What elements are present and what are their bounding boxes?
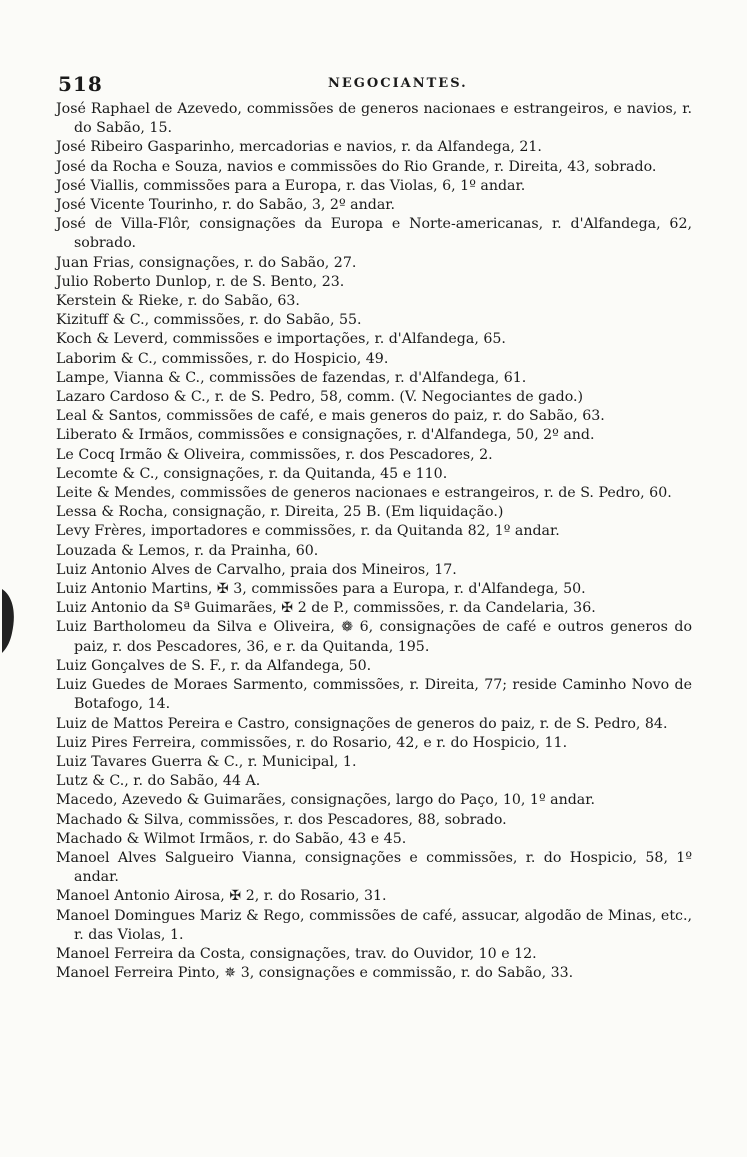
directory-entry: Leite & Mendes, commissões de generos nacionaes e estrangeiros, r. de S. Pedro, 60. bbox=[56, 485, 672, 502]
directory-entry: Levy Frères, importadores e commissões, r. da Quitanda 82, 1º andar. bbox=[56, 523, 560, 540]
directory-entry: Macedo, Azevedo & Guimarães, consignações, largo do Paço, 10, 1º andar. bbox=[56, 792, 595, 809]
directory-entry: Machado & Silva, commissões, r. dos Pescadores, 88, sobrado. bbox=[56, 811, 507, 828]
directory-entry: Leal & Santos, commissões de café, e mais generos do paiz, r. do Sabão, 63. bbox=[56, 408, 605, 425]
directory-entry: Le Cocq Irmão & Oliveira, commissões, r. dos Pescadores, 2. bbox=[56, 446, 493, 463]
directory-entry: Manoel Ferreira da Costa, consignações, trav. do Ouvidor, 10 e 12. bbox=[56, 945, 537, 962]
binding-shadow-mark bbox=[0, 585, 22, 655]
directory-entry: Luiz Antonio Alves de Carvalho, praia dos Mineiros, 17. bbox=[56, 561, 457, 578]
section-title: NEGOCIANTES. bbox=[328, 76, 468, 91]
directory-entry: Luiz de Mattos Pereira e Castro, consignações de generos do paiz, r. de S. Pedro, 84. bbox=[56, 715, 668, 732]
directory-entry: Manoel Alves Salgueiro Vianna, consignações e commissões, r. do Hospicio, 58, 1º andar. bbox=[56, 849, 692, 886]
directory-entry: José de Villa-Flôr, consignações da Europa e Norte-americanas, r. d'Alfandega, 62, sobrado. bbox=[56, 216, 692, 252]
directory-entry: Lampe, Vianna & C., commissões de fazendas, r. d'Alfandega, 61. bbox=[56, 369, 527, 386]
directory-entry: Luiz Pires Ferreira, commissões, r. do Rosario, 42, e r. do Hospicio, 11. bbox=[56, 734, 568, 751]
directory-entry: Kerstein & Rieke, r. do Sabão, 63. bbox=[56, 293, 300, 310]
page-number: 518 bbox=[58, 72, 103, 96]
directory-entry: Machado & Wilmot Irmãos, r. do Sabão, 43 e 45. bbox=[56, 830, 407, 847]
directory-entry: Juan Frias, consignações, r. do Sabão, 27. bbox=[56, 254, 357, 271]
directory-entry: José Viallis, commissões para a Europa, r. das Violas, 6, 1º andar. bbox=[56, 177, 526, 194]
directory-entry: Laborim & C., commissões, r. do Hospicio, 49. bbox=[56, 350, 389, 367]
directory-entry: Luiz Bartholomeu da Silva e Oliveira, ❁ 6, consignações de café e outros generos do paiz, r. dos Pescadores, 36, e r. da Quitanda, 195. bbox=[56, 619, 692, 655]
directory-entry: Luiz Gonçalves de S. F., r. da Alfandega, 50. bbox=[56, 657, 372, 674]
directory-entry: José Raphael de Azevedo, commissões de generos nacionaes e estrangeiros, e navios, r. do Sabão, 15. bbox=[56, 101, 692, 137]
page-header bbox=[58, 72, 678, 96]
directory-entry: Lazaro Cardoso & C., r. de S. Pedro, 58, comm. (V. Negociantes de gado.) bbox=[56, 389, 584, 406]
directory-entry: Manoel Antonio Airosa, ✠ 2, r. do Rosario, 31. bbox=[56, 888, 387, 905]
directory-entry: Kizituff & C., commissões, r. do Sabão, 55. bbox=[56, 312, 362, 329]
directory-entry: José Vicente Tourinho, r. do Sabão, 3, 2º andar. bbox=[56, 197, 396, 214]
entries-list bbox=[56, 100, 692, 983]
directory-entry: Manoel Ferreira Pinto, ✵ 3, consignações e commissão, r. do Sabão, 33. bbox=[56, 965, 574, 982]
directory-entry: Lutz & C., r. do Sabão, 44 A. bbox=[56, 773, 261, 790]
directory-entry: Lecomte & C., consignações, r. da Quitanda, 45 e 110. bbox=[56, 465, 448, 482]
directory-entry: Luiz Antonio da Sª Guimarães, ✠ 2 de P., commissões, r. da Candelaria, 36. bbox=[56, 600, 596, 617]
directory-entry: José da Rocha e Souza, navios e commissões do Rio Grande, r. Direita, 43, sobrado. bbox=[56, 158, 657, 175]
directory-entry: Lessa & Rocha, consignação, r. Direita, 25 B. (Em liquidação.) bbox=[56, 504, 504, 521]
directory-entry: Julio Roberto Dunlop, r. de S. Bento, 23. bbox=[56, 273, 345, 290]
directory-entry: Luiz Guedes de Moraes Sarmento, commissões, r. Direita, 77; reside Caminho Novo de Botafogo, 14. bbox=[56, 677, 692, 713]
directory-entry: Luiz Tavares Guerra & C., r. Municipal, 1. bbox=[56, 753, 357, 770]
directory-entry: José Ribeiro Gasparinho, mercadorias e navios, r. da Alfandega, 21. bbox=[56, 139, 542, 156]
directory-entry: Louzada & Lemos, r. da Prainha, 60. bbox=[56, 542, 319, 559]
directory-entry: Koch & Leverd, commissões e importações, r. d'Alfandega, 65. bbox=[56, 331, 506, 348]
directory-entry: Liberato & Irmãos, commissões e consignações, r. d'Alfandega, 50, 2º and. bbox=[56, 427, 595, 444]
directory-entry: Luiz Antonio Martins, ✠ 3, commissões para a Europa, r. d'Alfandega, 50. bbox=[56, 581, 586, 598]
directory-entry: Manoel Domingues Mariz & Rego, commissões de café, assucar, algodão de Minas, etc., r. das Violas, 1. bbox=[56, 907, 692, 943]
